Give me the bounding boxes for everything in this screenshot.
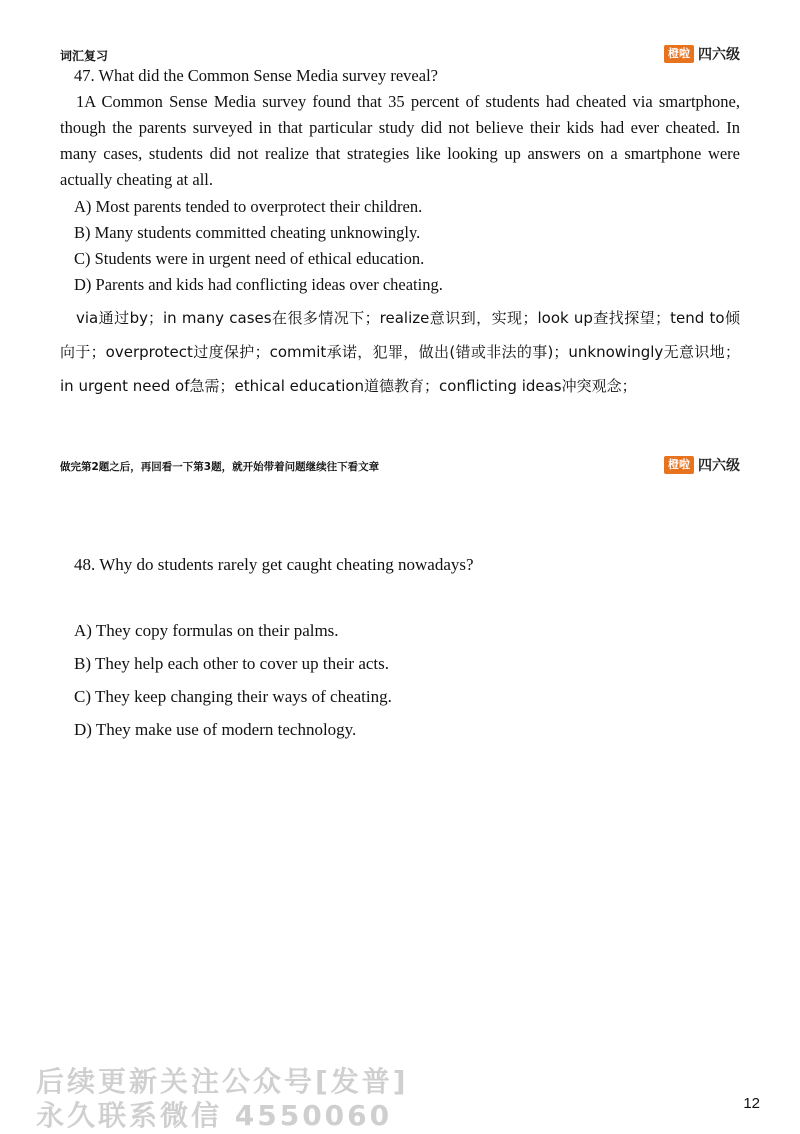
q48-option-b: B) They help each other to cover up their acts. [74,654,390,673]
q47-option-c: C) Students were in urgent need of ethical education. [74,249,425,268]
question-48: 48. Why do students rarely get caught cheating nowadays? [74,555,474,574]
watermark-line-2: 永久联系微信 4550060 [36,1099,393,1132]
brand-logo-mid [664,456,740,474]
q48-option-a: A) They copy formulas on their palms. [74,621,339,640]
question-47-passage: 1A Common Sense Media survey found that 35 percent of students had cheated via smartphone, though the parents surveyed in that particular study did not believe their kids had ever cheated. In many cases, students did not realize that strategies like looking up answers on a smartphone were actually cheating at all. [60,92,740,189]
watermark-line-1: 后续更新关注公众号[发普] [36,1065,409,1098]
q47-option-a: A) Most parents tended to overprotect their children. [74,197,423,216]
page-number: 12 [743,1095,760,1112]
header-section-label: 词汇复习 [60,49,109,63]
vocab-notes: via通过by；in many cases在很多情况下；realize意识到，实现；look up查找探望；tend to倾向于；overprotect过度保护；commit承诺，犯罪，做出(错或非法的事)；unknowingly无意识地；in urgent need of急需；ethical education道德教育；conflicting ideas冲突观念； [60,309,740,395]
q47-option-b: B) Many students committed cheating unknowingly. [74,223,421,242]
brand-logo-text: 四六级 [698,47,740,63]
brand-logo-top [664,45,740,63]
brand-logo-badge: 橙啦 [664,45,694,63]
q47-option-d: D) Parents and kids had conflicting ideas over cheating. [74,275,443,294]
q48-option-d: D) They make use of modern technology. [74,720,357,739]
instruction-note: 做完第2题之后，再回看一下第3题，就开始带着问题继续往下看文章 [60,461,380,473]
brand-logo-badge-mid: 橙啦 [664,456,694,474]
question-47: 47. What did the Common Sense Media survey reveal? [74,66,438,85]
brand-logo-text-mid: 四六级 [698,458,740,474]
q48-option-c: C) They keep changing their ways of cheating. [74,687,392,706]
